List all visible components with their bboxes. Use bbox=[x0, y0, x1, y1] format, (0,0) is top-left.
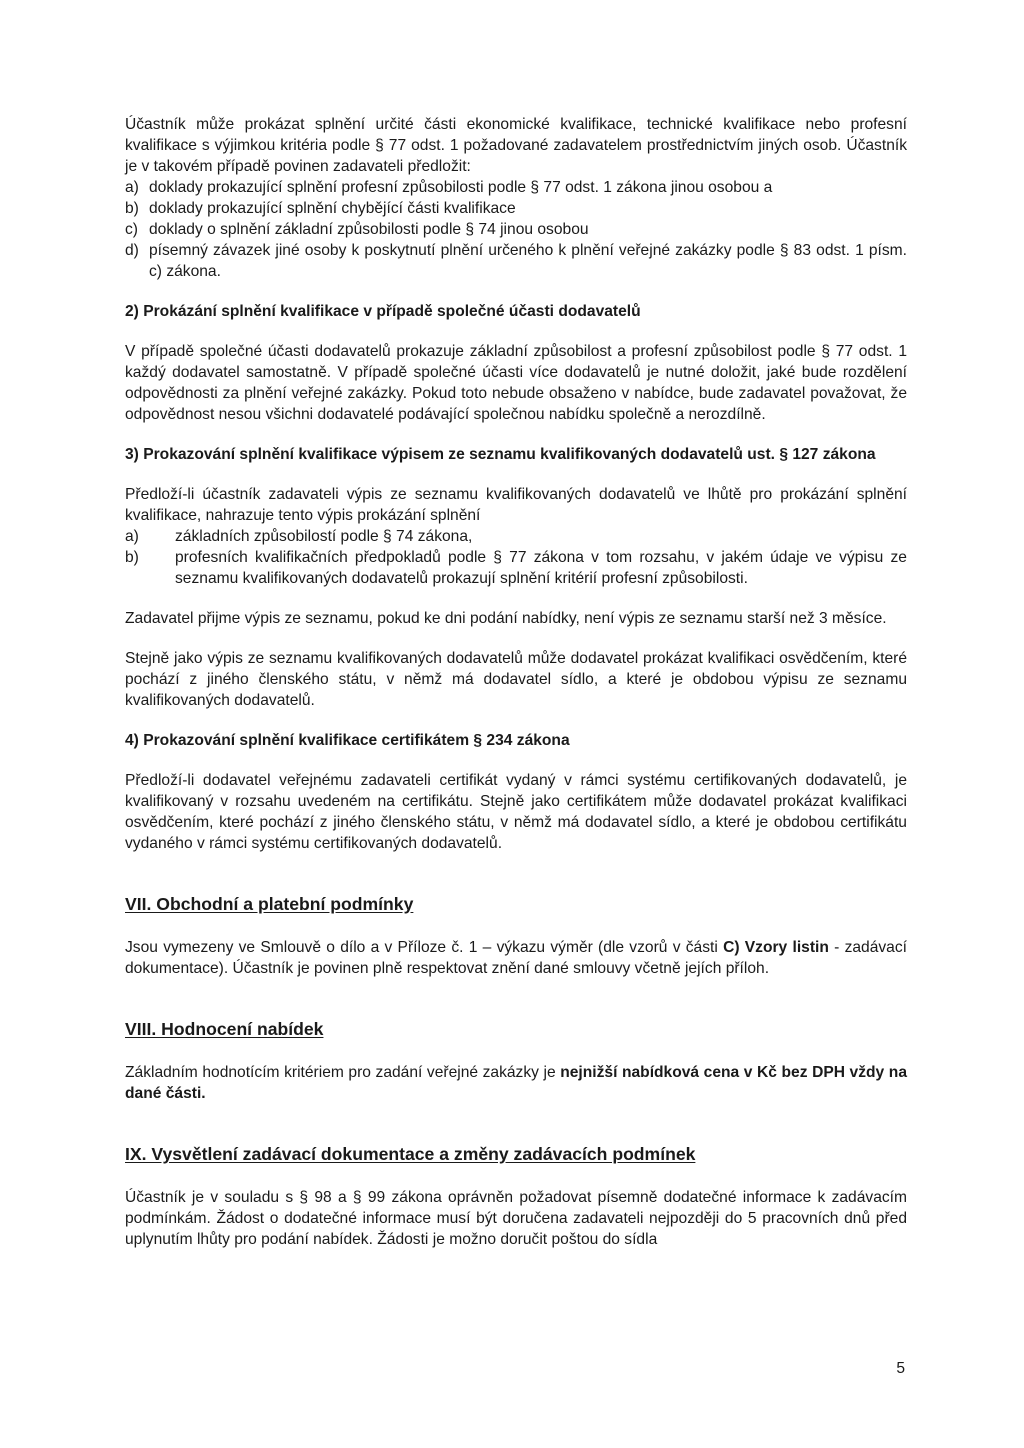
intro-paragraph: Účastník může prokázat splnění určité části ekonomické kvalifikace, technické kvalifikace nebo profesní kvalifikace s výjimkou kritéria podle § 77 odst. 1 požadované zadavatelem prostřednictvím jiných osob. Účastník je v takovém případě povinen zadavateli předložit: bbox=[125, 116, 907, 175]
list-item bbox=[125, 219, 907, 240]
section-heading-qualified-list: 3) Prokazování splnění kvalifikace výpisem ze seznamu kvalifikovaných dodavatelů ust. § 127 zákona bbox=[125, 446, 876, 463]
list-item bbox=[125, 198, 907, 219]
certificate-paragraph: Předloží-li dodavatel veřejnému zadavateli certifikát vydaný v rámci systému certifikovaných dodavatelů, je kvalifikovaný v rozsahu uvedeném na certifikátu. Stejně jako certifikátem může dodavatel prokázat kvalifikaci osvědčením, které pochází z jiného členského státu, v němž má dodavatel sídlo, a které je obdobou certifikátu vydaného v rámci systému certifikovaných dodavatelů. bbox=[125, 772, 907, 852]
list-marker: b) bbox=[125, 200, 139, 217]
list-marker: c) bbox=[125, 221, 138, 238]
list-item bbox=[125, 526, 907, 547]
section-heading-commercial-terms: VII. Obchodní a platební podmínky bbox=[125, 894, 414, 914]
foreign-certificate-paragraph: Stejně jako výpis ze seznamu kvalifikovaných dodavatelů může dodavatel prokázat kvalifikaci osvědčením, které pochází z jiného členského státu, v němž má dodavatel sídlo, a které je obdobou výpisu ze seznamu kvalifikovaných dodavatelů. bbox=[125, 650, 907, 709]
text-run-bold: C) Vzory listin bbox=[723, 939, 829, 956]
list-marker: a) bbox=[125, 179, 139, 196]
list-item bbox=[125, 177, 907, 198]
list-item bbox=[125, 240, 907, 282]
list-item-text: písemný závazek jiné osoby k poskytnutí plnění určeného k plnění veřejné zakázky podle § 83 odst. 1 písm. c) zákona. bbox=[149, 242, 907, 280]
qualified-list-paragraph: Předloží-li účastník zadavateli výpis ze seznamu kvalifikovaných dodavatelů ve lhůtě pro prokázání splnění kvalifikace, nahrazuje tento výpis prokázání splnění bbox=[125, 486, 907, 524]
section-heading-evaluation: VIII. Hodnocení nabídek bbox=[125, 1019, 324, 1039]
section-heading-joint-participation: 2) Prokázání splnění kvalifikace v případě společné účasti dodavatelů bbox=[125, 303, 641, 320]
list-item-text: doklady prokazující splnění profesní způsobilosti podle § 77 odst. 1 zákona jinou osobou a bbox=[149, 179, 773, 196]
commercial-terms-paragraph bbox=[125, 937, 907, 979]
extract-age-paragraph: Zadavatel přijme výpis ze seznamu, pokud ke dni podání nabídky, není výpis ze seznamu starší než 3 měsíce. bbox=[125, 610, 887, 627]
qualified-list-items bbox=[125, 526, 907, 589]
text-run: Jsou vymezeny ve Smlouvě o dílo a v Příloze č. 1 – výkazu výměr (dle vzorů v části bbox=[125, 939, 724, 956]
list-marker: b) bbox=[125, 549, 139, 566]
section-heading-certificate: 4) Prokazování splnění kvalifikace certifikátem § 234 zákona bbox=[125, 732, 570, 749]
list-marker: a) bbox=[125, 528, 139, 545]
list-item-text: doklady o splnění základní způsobilosti podle § 74 jinou osobou bbox=[149, 221, 589, 238]
intro-list bbox=[125, 177, 907, 282]
joint-participation-paragraph: V případě společné účasti dodavatelů prokazuje základní způsobilost a profesní způsobilost podle § 77 odst. 1 každý dodavatel samostatně. V případě společné účasti více dodavatelů je nutné doložit, jaké bude rozdělení odpovědnosti za plnění veřejné zakázky. Pokud toto nebude obsaženo v nabídce, bude zadavatel považovat, že odpovědnost nesou všichni dodavatelé podávající společnou nabídku společně a nerozdílně. bbox=[125, 343, 907, 423]
page-content bbox=[125, 114, 907, 1250]
list-item-text: profesních kvalifikačních předpokladů podle § 77 zákona v tom rozsahu, v jakém údaje ve výpisu ze seznamu kvalifikovaných dodavatelů prokazují splnění kritérií profesní způsobilosti. bbox=[175, 549, 907, 587]
evaluation-paragraph bbox=[125, 1062, 907, 1104]
list-item bbox=[125, 547, 907, 589]
section-heading-clarification: IX. Vysvětlení zadávací dokumentace a změny zadávacích podmínek bbox=[125, 1144, 696, 1164]
list-marker: d) bbox=[125, 242, 139, 259]
text-run: - zadávací dokumentace). Účastník je povinen plně respektovat znění dané smlouvy včetně jejích příloh. bbox=[125, 939, 907, 977]
clarification-paragraph: Účastník je v souladu s § 98 a § 99 zákona oprávněn požadovat písemně dodatečné informace k zadávacím podmínkám. Žádost o dodatečné informace musí být doručena zadavateli nejpozději do 5 pracovních dnů před uplynutím lhůty pro podání nabídek. Žádosti je možno doručit poštou do sídla bbox=[125, 1189, 907, 1248]
text-run: Základním hodnotícím kritériem pro zadání veřejné zakázky je bbox=[125, 1064, 561, 1081]
page-number: 5 bbox=[896, 1360, 905, 1377]
list-item-text: doklady prokazující splnění chybějící části kvalifikace bbox=[149, 200, 516, 217]
list-item-text: základních způsobilostí podle § 74 zákona, bbox=[175, 528, 473, 545]
text-run-bold: nejnižší nabídková cena v Kč bez DPH vždy na dané části. bbox=[125, 1064, 907, 1102]
